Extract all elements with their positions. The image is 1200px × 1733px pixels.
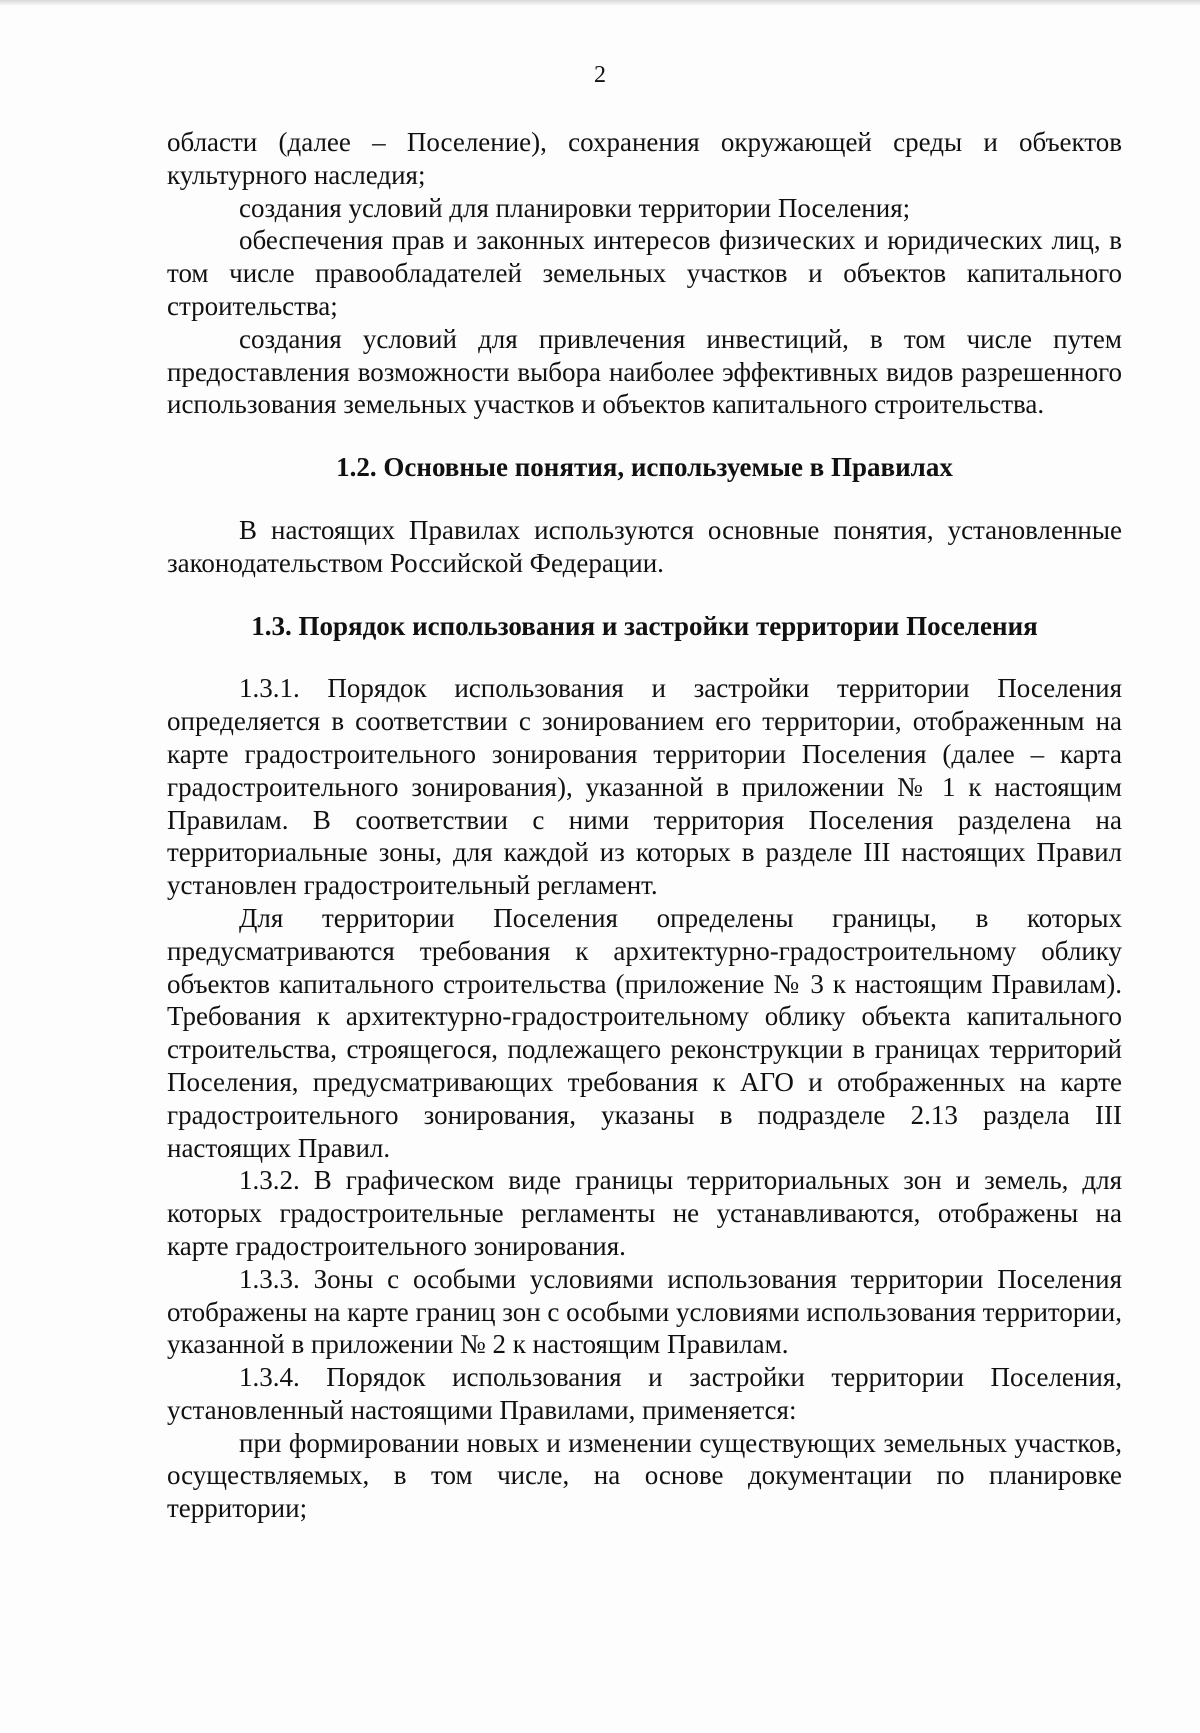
paragraph-1-3-3: 1.3.3. Зоны с особыми условиями использования территории Поселения отображены на карте границ зон с особыми условиями использования территории, указанной в приложении № 2 к настоящим Правилам. — [167, 1263, 1122, 1360]
page-number: 2 — [594, 62, 606, 88]
scan-top-edge — [0, 0, 1200, 6]
paragraph: области (далее – Поселение), сохранения окружающей среды и объектов культурного наследия; — [167, 127, 1122, 190]
section-heading-1-3: 1.3. Порядок использования и застройки территории Поселения — [251, 610, 1038, 641]
paragraph: Для территории Поселения определены границы, в которых предусматриваются требования к архитектурно-градостроительному облику объектов капитального строительства (приложение № 3 к настоящим Правилам). Требования к архитектурно-градостроительному облику объекта капитального строительства, строящегося, подлежащего реконструкции в границах территорий Поселения, предусматривающих требования к АГО и отображенных на карте градостроительного зонирования, указаны в подразделе 2.13 раздела III настоящих Правил. — [167, 902, 1122, 1163]
document-body — [167, 126, 1122, 1525]
paragraph-1-3-4: 1.3.4. Порядок использования и застройки территории Поселения, установленный настоящими Правилами, применяется: — [167, 1362, 1122, 1425]
paragraph-1-3-2: 1.3.2. В графическом виде границы территориальных зон и земель, для которых градостроительные регламенты не устанавливаются, отображены на карте градостроительного зонирования. — [167, 1165, 1122, 1261]
paragraph: обеспечения прав и законных интересов физических и юридических лиц, в том числе правообладателей земельных участков и объектов капитального строительства; — [167, 225, 1122, 321]
paragraph-1-3-1: 1.3.1. Порядок использования и застройки территории Поселения определяется в соответствии с зонированием его территории, отображенным на карте градостроительного зонирования территории Поселения (далее – карта градостроительного зонирования), указанной в приложении № 1 к настоящим Правилам. В соответствии с ними территория Поселения разделена на территориальные зоны, для каждой из которых в разделе III настоящих Правил установлен градостроительный регламент. — [167, 673, 1122, 901]
paragraph: создания условий для планировки территории Поселения; — [239, 192, 911, 223]
section-heading-1-2: 1.2. Основные понятия, используемые в Правилах — [336, 452, 953, 483]
paragraph: создания условий для привлечения инвестиций, в том числе путем предоставления возможности выбора наиболее эффективных видов разрешенного использования земельных участков и объектов капитального строительства. — [167, 323, 1122, 420]
paragraph: при формировании новых и изменении существующих земельных участков, осуществляемых, в том числе, на основе документации по планировке территории; — [167, 1427, 1122, 1524]
paragraph: В настоящих Правилах используются основные понятия, установленные законодательством Российской Федерации. — [167, 514, 1122, 578]
